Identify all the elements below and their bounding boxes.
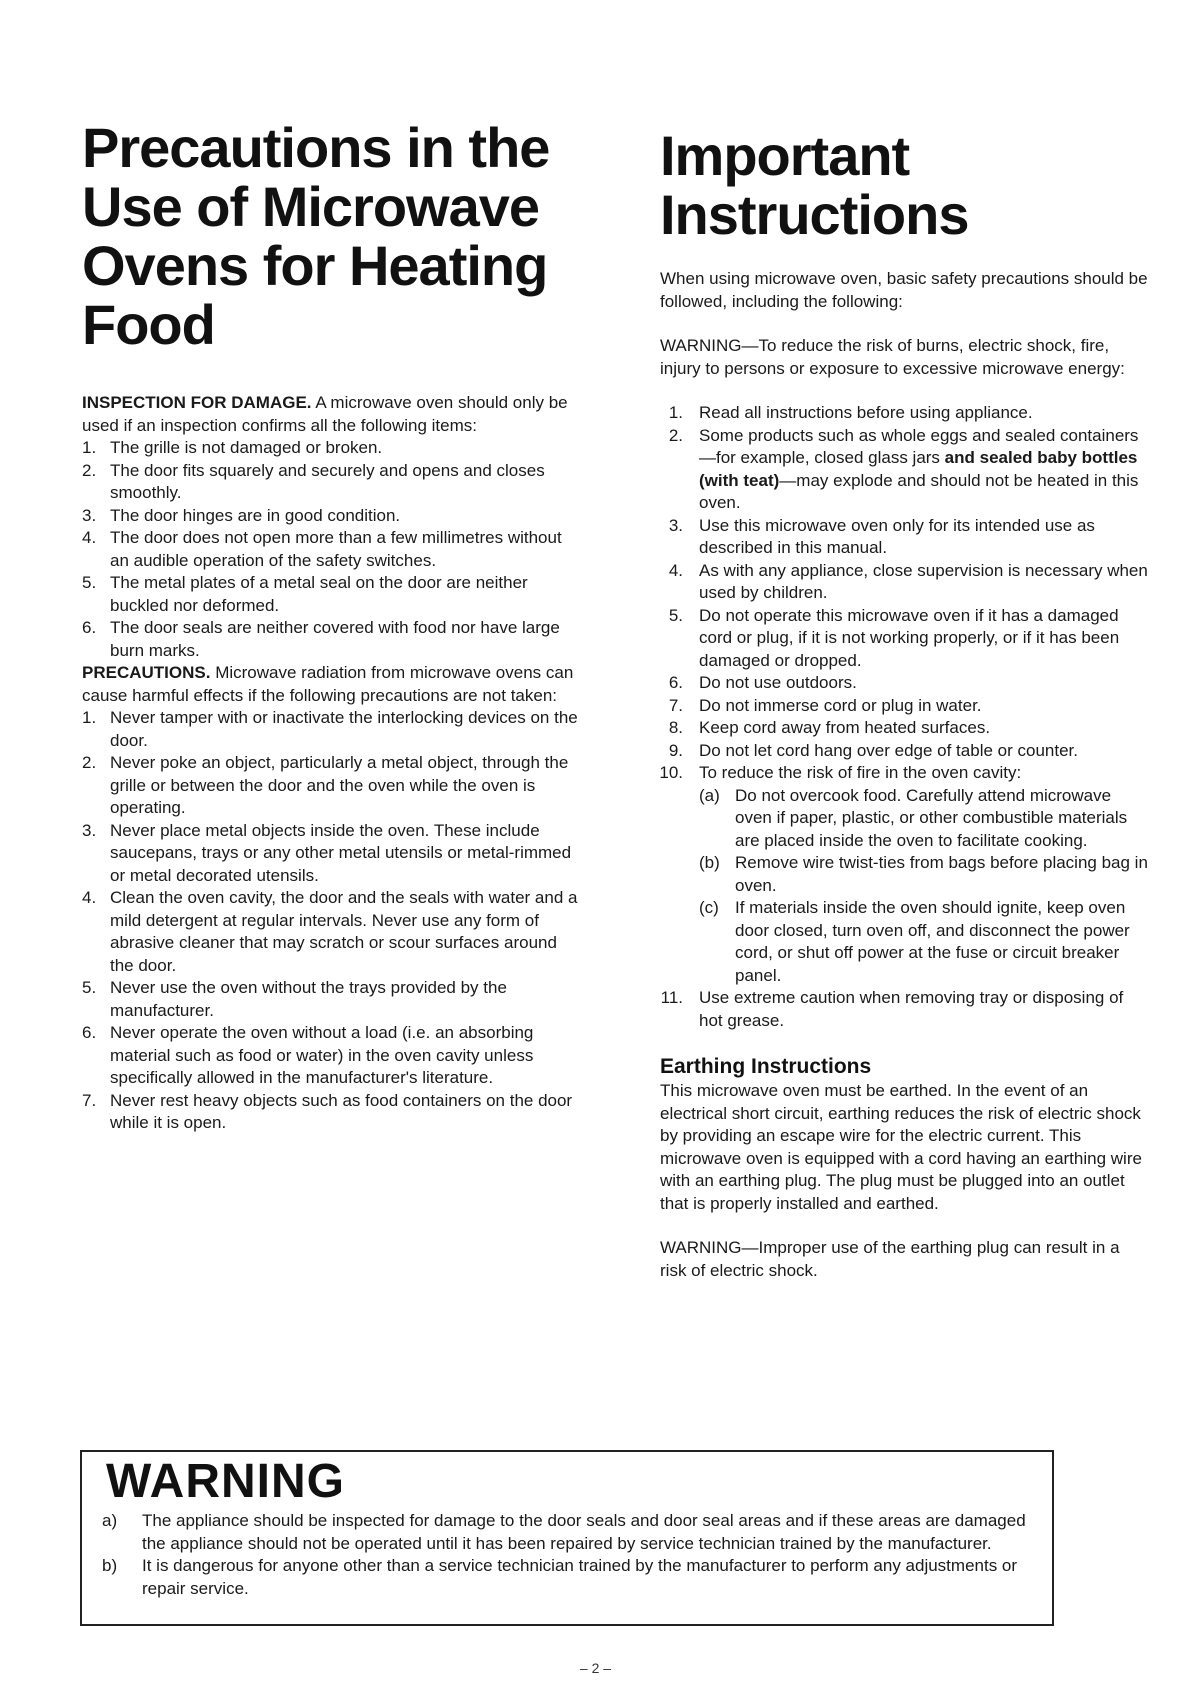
item-text: Never tamper with or inactivate the interlocking devices on the door. — [110, 708, 578, 750]
item-number: 4. — [82, 888, 97, 907]
list-item — [82, 752, 582, 820]
item-number: 10. — [659, 763, 683, 782]
item-text: —may explode and should not be heated in this oven. — [699, 470, 1139, 512]
left-title-line: Food — [82, 293, 215, 356]
item-text: The metal plates of a metal seal on the door are neither buckled nor deformed. — [110, 573, 528, 615]
earthing-heading: Earthing Instructions — [660, 1055, 872, 1078]
list-item — [660, 425, 1150, 515]
item-number: 7. — [668, 695, 683, 715]
list-item — [660, 605, 1150, 673]
item-number: 2. — [82, 753, 97, 772]
right-title-line: Instructions — [660, 183, 969, 246]
item-text: Read all instructions before using appliance. — [699, 403, 1033, 422]
item-number: 9. — [668, 740, 683, 760]
warning-list — [102, 1510, 1032, 1600]
item-number: 2. — [668, 425, 683, 445]
item-number: 5. — [82, 978, 97, 997]
page-number: – 2 – — [579, 1660, 612, 1676]
list-item — [660, 987, 1150, 1032]
list-item — [82, 707, 582, 752]
item-number: 1. — [82, 438, 97, 457]
inspection-intro-text: A microwave oven should only be used if an inspection confirms all the following items: — [82, 393, 568, 435]
item-text: The door fits squarely and securely and opens and closes smoothly. — [110, 460, 545, 502]
intro-text: When using microwave oven, basic safety precautions should be followed, including the following: — [660, 269, 1148, 311]
item-text: It is dangerous for anyone other than a service technician trained by the manufacturer to perform any adjustments or repair service. — [142, 1556, 1018, 1598]
item-number: 4. — [82, 528, 97, 547]
item-number: 7. — [82, 1090, 97, 1110]
item-number: 11. — [660, 988, 683, 1007]
sub-list — [699, 785, 1150, 988]
item-text: Use extreme caution when removing tray or disposing of hot grease. — [699, 988, 1124, 1030]
item-text: Remove wire twist-ties from bags before placing bag in oven. — [735, 853, 1148, 895]
inspection-section — [82, 392, 582, 1135]
list-item — [102, 1510, 1032, 1555]
warning-text: WARNING—To reduce the risk of burns, electric shock, fire, injury to persons or exposure to excessive microwave energy: — [660, 336, 1125, 378]
list-item — [660, 762, 1150, 987]
list-item — [660, 672, 1150, 695]
precautions-label: PRECAUTIONS. — [82, 663, 211, 682]
item-text: Keep cord away from heated surfaces. — [699, 718, 991, 737]
list-item — [82, 437, 582, 460]
list-item — [660, 740, 1150, 763]
sub-list-item — [699, 852, 1150, 897]
list-item — [82, 505, 582, 528]
list-item — [82, 617, 582, 662]
item-number: 3. — [82, 505, 97, 525]
item-text: As with any appliance, close supervision is necessary when used by children. — [699, 560, 1148, 602]
item-number: 8. — [668, 718, 683, 737]
precautions-intro-text: Microwave radiation from microwave ovens can cause harmful effects if the following precautions are not taken: — [82, 663, 574, 705]
item-number: a) — [102, 1511, 118, 1530]
instructions-section — [660, 268, 1150, 1282]
item-number: 1. — [82, 708, 97, 727]
list-item — [660, 717, 1150, 740]
precautions-intro — [82, 662, 582, 707]
warning-title: WARNING — [106, 1455, 345, 1508]
precautions-list — [82, 707, 582, 1135]
list-item — [82, 977, 582, 1022]
item-number: 3. — [82, 820, 97, 840]
item-number: 1. — [668, 403, 683, 422]
list-item — [82, 1090, 582, 1135]
item-text: Do not operate this microwave oven if it has a damaged cord or plug, if it is not working properly, or if it has been damaged or dropped. — [699, 605, 1120, 670]
inspection-list — [82, 437, 582, 662]
sub-list-item — [699, 897, 1150, 987]
item-text: Some products such as whole eggs and sealed containers—for example, closed glass jars — [699, 425, 1139, 467]
list-item — [82, 527, 582, 572]
list-item — [82, 460, 582, 505]
item-text: The appliance should be inspected for damage to the door seals and door seal areas and if these areas are damaged the appliance should not be operated until it has been repaired by service technician trained by the manufacturer. — [142, 1511, 1026, 1553]
item-text: Clean the oven cavity, the door and the seals with water and a mild detergent at regular intervals. Never use any form of abrasive cleaner that may scratch or scour surfaces around the door. — [110, 888, 578, 975]
item-number: (b) — [699, 853, 720, 872]
list-item — [660, 402, 1150, 425]
list-item — [82, 820, 582, 888]
inspection-label: INSPECTION FOR DAMAGE. — [82, 393, 312, 412]
sub-list-item — [699, 785, 1150, 853]
item-number: 5. — [82, 573, 97, 592]
item-number: 6. — [82, 1023, 97, 1042]
list-item — [82, 1022, 582, 1090]
inspection-intro — [82, 392, 582, 437]
item-number: (a) — [699, 785, 720, 805]
item-text: Do not use outdoors. — [699, 673, 857, 692]
item-text: Do not let cord hang over edge of table or counter. — [699, 740, 1078, 760]
item-number: b) — [102, 1556, 118, 1575]
item-text: If materials inside the oven should ignite, keep oven door closed, turn oven off, and disconnect the power cord, or shut off power at the fuse or circuit breaker panel. — [735, 898, 1130, 985]
item-text: Never place metal objects inside the oven. These include saucepans, trays or any other metal utensils or metal-rimmed or metal decorated utensils. — [110, 820, 572, 885]
list-item — [660, 695, 1150, 718]
item-text: Do not overcook food. Carefully attend microwave oven if paper, plastic, or other combustible materials are placed inside the oven to facilitate cooking. — [735, 785, 1128, 850]
left-title-line: Precautions in the — [82, 116, 550, 179]
item-text: The grille is not damaged or broken. — [110, 438, 383, 457]
item-number: 2. — [82, 460, 97, 480]
right-column — [660, 126, 1150, 1282]
left-title — [82, 118, 582, 354]
right-title-line: Important — [660, 124, 910, 187]
item-text: Use this microwave oven only for its intended use as described in this manual. — [699, 515, 1095, 557]
item-number: (c) — [699, 898, 719, 917]
item-text: Do not immerse cord or plug in water. — [699, 695, 982, 715]
left-column — [82, 118, 582, 1135]
item-text: Never use the oven without the trays provided by the manufacturer. — [110, 978, 507, 1020]
earthing-text: This microwave oven must be earthed. In the event of an electrical short circuit, earthing reduces the risk of electric shock by providing an escape wire for the electric current. This microwave oven is equipped with a cord having an earthing wire with an earthing plug. The plug must be plugged into an outlet that is properly installed and earthed. — [660, 1081, 1142, 1213]
list-item — [102, 1555, 1032, 1600]
item-number: 5. — [668, 605, 683, 625]
item-number: 3. — [668, 515, 683, 535]
item-text: Never operate the oven without a load (i.e. an absorbing material such as food or water) in the oven cavity unless specifically allowed in the manufacturer's literature. — [110, 1023, 534, 1087]
left-title-line: Ovens for Heating — [82, 234, 548, 297]
list-item — [82, 572, 582, 617]
left-title-line: Use of Microwave — [82, 175, 540, 238]
item-text: The door seals are neither covered with food nor have large burn marks. — [110, 618, 560, 660]
warning-box — [80, 1450, 1054, 1626]
item-number: 4. — [668, 560, 683, 580]
item-text: The door does not open more than a few millimetres without an audible operation of the safety switches. — [110, 528, 562, 570]
item-text: Never rest heavy objects such as food containers on the door while it is open. — [110, 1090, 573, 1132]
item-text: Never poke an object, particularly a metal object, through the grille or between the door and the oven while the oven is operating. — [110, 753, 569, 817]
list-item — [82, 887, 582, 977]
item-bold-text: and sealed baby bottles (with teat) — [699, 448, 1138, 490]
item-text: To reduce the risk of fire in the oven cavity: — [699, 763, 1022, 782]
item-number: 6. — [82, 618, 97, 637]
instructions-list — [660, 402, 1150, 1032]
right-title — [660, 126, 1150, 244]
list-item — [660, 515, 1150, 560]
item-text: The door hinges are in good condition. — [110, 505, 401, 525]
earthing-warning: WARNING—Improper use of the earthing plug can result in a risk of electric shock. — [660, 1238, 1120, 1280]
item-number: 6. — [668, 673, 683, 692]
list-item — [660, 560, 1150, 605]
